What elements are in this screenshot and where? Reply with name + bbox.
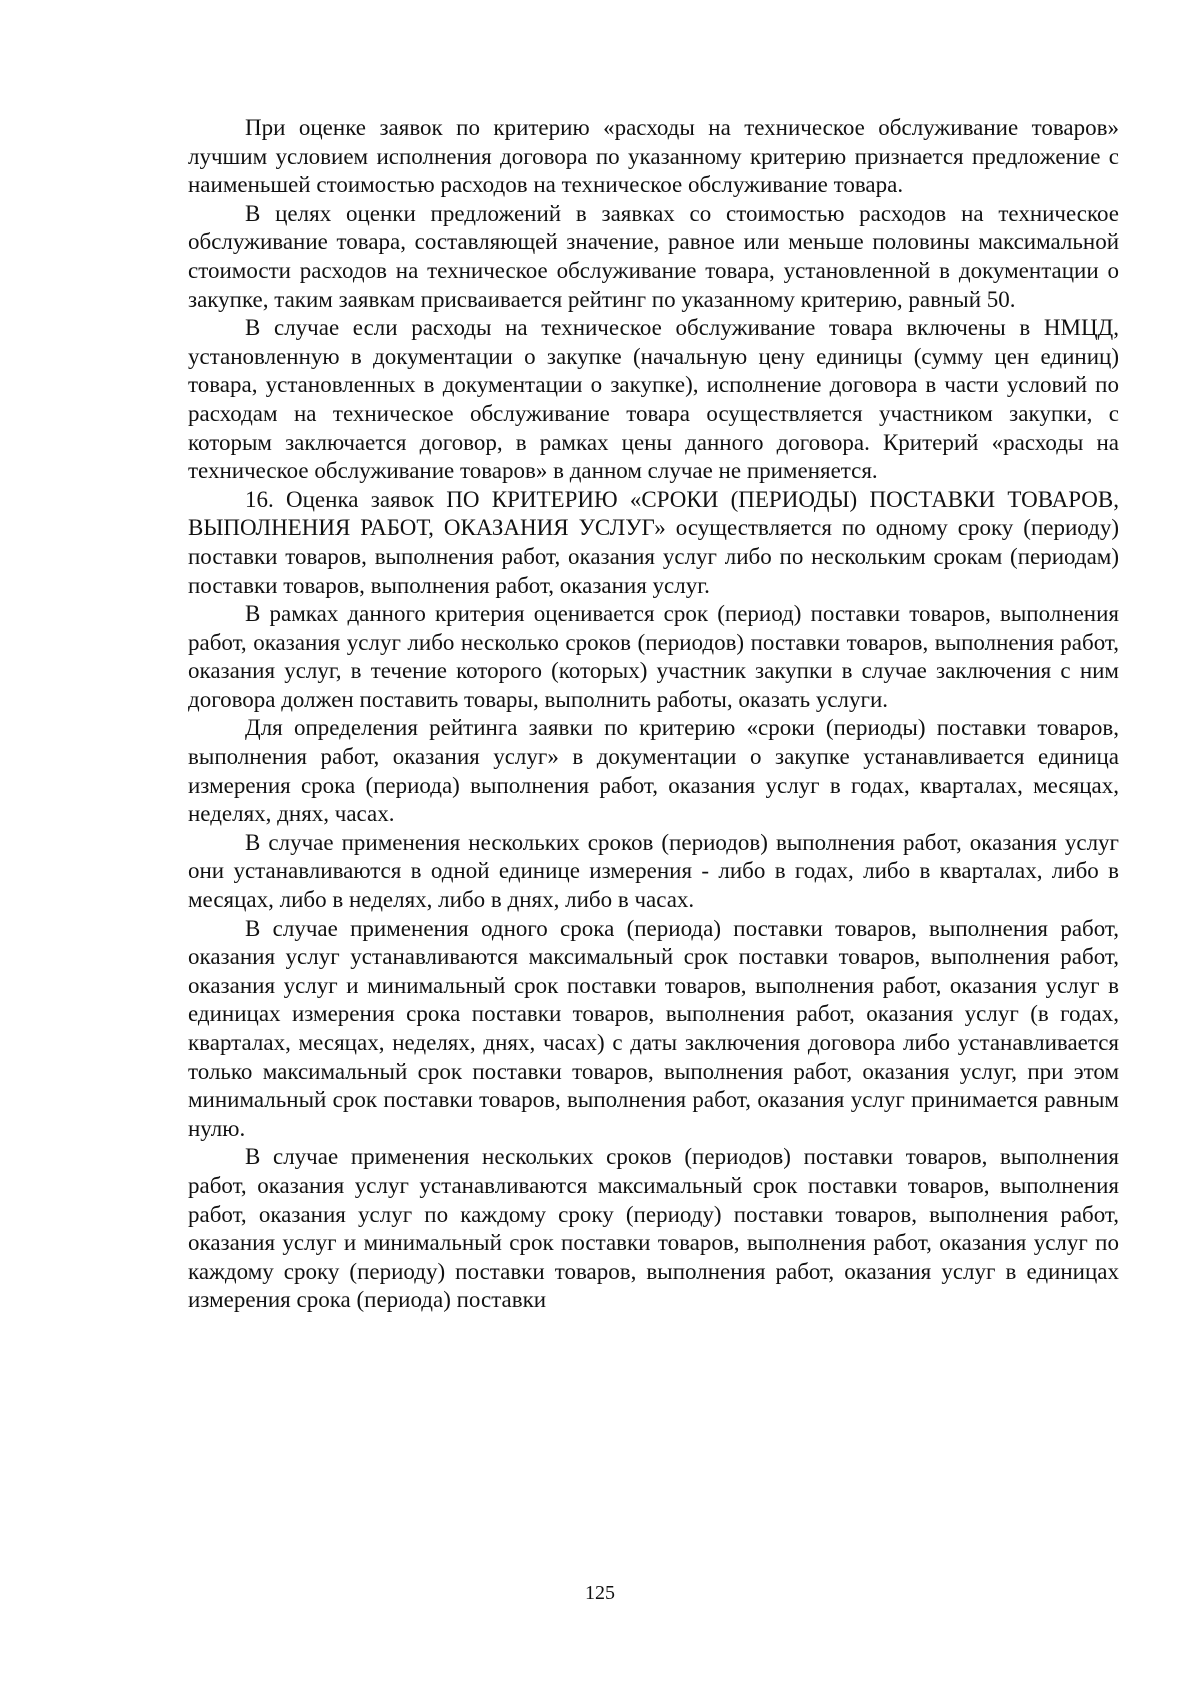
paragraph-3: В случае если расходы на техническое обслуживание товара включены в НМЦД, установленную в документации о закупке (начальную цену единицы (сумму цен единиц) товара, установленных в документации о закупке), исполнение договора в части условий по расходам на техническое обслуживание товара осуществляется участником закупки, с которым заключается договор, в рамках цены данного договора. Критерий «расходы на техническое обслуживание товаров» в данном случае не применяется. bbox=[188, 315, 1119, 484]
paragraph-8: В случае применения одного срока (периода) поставки товаров, выполнения работ, оказания услуг устанавливаются максимальный срок поставки товаров, выполнения работ, оказания услуг и минимальный срок поставки товаров, выполнения работ, оказания услуг в единицах измерения срока поставки товаров, выполнения работ, оказания услуг (в годах, кварталах, месяцах, неделях, днях, часах) с даты заключения договора либо устанавливается только максимальный срок поставки товаров, выполнения работ, оказания услуг, при этом минимальный срок поставки товаров, выполнения работ, оказания услуг принимается равным нулю. bbox=[188, 915, 1119, 1141]
body-text bbox=[188, 114, 1119, 1315]
paragraph-1: При оценке заявок по критерию «расходы на техническое обслуживание товаров» лучшим условием исполнения договора по указанному критерию признается предложение с наименьшей стоимостью расходов на техническое обслуживание товара. bbox=[188, 115, 1119, 198]
paragraph-4: 16. Оценка заявок ПО КРИТЕРИЮ «СРОКИ (ПЕРИОДЫ) ПОСТАВКИ ТОВАРОВ, ВЫПОЛНЕНИЯ РАБОТ, ОКАЗАНИЯ УСЛУГ» осуществляется по одному сроку (периоду) поставки товаров, выполнения работ, оказания услуг либо по нескольким срокам (периодам) поставки товаров, выполнения работ, оказания услуг. bbox=[188, 486, 1119, 598]
paragraph-9: В случае применения нескольких сроков (периодов) поставки товаров, выполнения работ, оказания услуг устанавливаются максимальный срок поставки товаров, выполнения работ, оказания услуг по каждому сроку (периоду) поставки товаров, выполнения работ, оказания услуг и минимальный срок поставки товаров, выполнения работ, оказания услуг по каждому сроку (периоду) поставки товаров, выполнения работ, оказания услуг в единицах измерения срока (периода) поставки bbox=[188, 1144, 1119, 1313]
paragraph-2: В целях оценки предложений в заявках со стоимостью расходов на техническое обслуживание товара, составляющей значение, равное или меньше половины максимальной стоимости расходов на техническое обслуживание товара, установленной в документации о закупке, таким заявкам присваивается рейтинг по указанному критерию, равный 50. bbox=[188, 200, 1119, 312]
page-number: 125 bbox=[585, 1582, 615, 1604]
paragraph-5: В рамках данного критерия оценивается срок (период) поставки товаров, выполнения работ, оказания услуг либо несколько сроков (периодов) поставки товаров, выполнения работ, оказания услуг, в течение которого (которых) участник закупки в случае заключения с ним договора должен поставить товары, выполнить работы, оказать услуги. bbox=[188, 601, 1119, 712]
paragraph-6: Для определения рейтинга заявки по критерию «сроки (периоды) поставки товаров, выполнения работ, оказания услуг» в документации о закупке устанавливается единица измерения срока (периода) выполнения работ, оказания услуг в годах, кварталах, месяцах, неделях, днях, часах. bbox=[188, 715, 1119, 827]
paragraph-7: В случае применения нескольких сроков (периодов) выполнения работ, оказания услуг они устанавливаются в одной единице измерения - либо в годах, либо в кварталах, либо в месяцах, либо в неделях, либо в днях, либо в часах. bbox=[188, 829, 1119, 913]
